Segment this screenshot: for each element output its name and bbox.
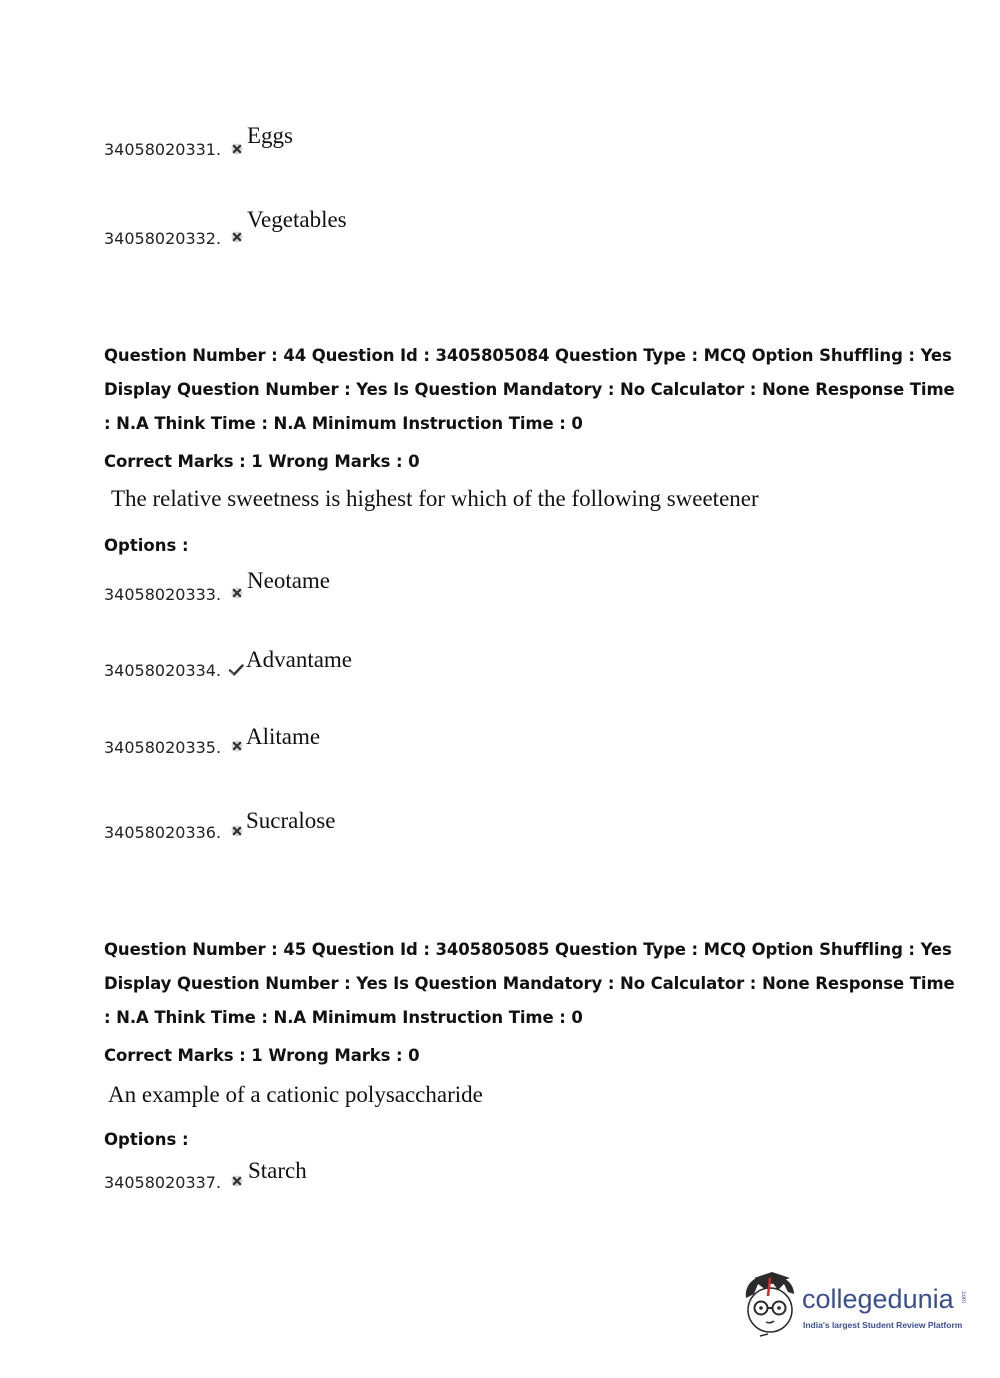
option-row (104, 585, 244, 604)
logo-tagline: India's largest Student Review Platform (803, 1320, 963, 1330)
question-text: An example of a cationic polysaccharide (108, 1082, 483, 1107)
marks-line: Correct Marks : 1 Wrong Marks : 0 (104, 452, 420, 471)
question-meta-line3: : N.A Think Time : N.A Minimum Instruction Time : 0 (104, 1008, 583, 1027)
logo-com-suffix: .com (960, 1290, 966, 1304)
option-id: 34058020334. (104, 661, 222, 680)
cross-icon (230, 824, 244, 838)
logo-wordmark: collegedunia (802, 1284, 954, 1314)
option-text: Neotame (247, 568, 331, 593)
options-label: Options : (104, 536, 189, 555)
option-id: 34058020337. (104, 1173, 222, 1192)
cross-icon (230, 1174, 244, 1188)
check-icon (228, 663, 244, 677)
cross-icon (230, 586, 244, 600)
option-text: Starch (248, 1158, 307, 1183)
option-id: 34058020333. (104, 585, 222, 604)
marks-line: Correct Marks : 1 Wrong Marks : 0 (104, 1046, 420, 1065)
options-label: Options : (104, 1130, 189, 1149)
option-row (104, 738, 244, 757)
question-meta-line2: Display Question Number : Yes Is Question Mandatory : No Calculator : None Response Time (104, 380, 955, 399)
cross-icon (230, 142, 244, 156)
option-text: Sucralose (246, 808, 336, 833)
option-text: Alitame (246, 724, 321, 749)
mascot-icon (738, 1270, 802, 1340)
option-row (104, 661, 244, 680)
option-id: 34058020336. (104, 823, 222, 842)
question-meta-line2: Display Question Number : Yes Is Question Mandatory : No Calculator : None Response Time (104, 974, 955, 993)
option-row (104, 229, 244, 248)
option-id: 34058020332. (104, 229, 222, 248)
option-id: 34058020331. (104, 140, 222, 159)
question-meta-line1: Question Number : 45 Question Id : 3405805085 Question Type : MCQ Option Shuffling : Yes (104, 940, 952, 959)
option-row (104, 1173, 244, 1192)
option-id: 34058020335. (104, 738, 222, 757)
option-row (104, 140, 244, 159)
collegedunia-logo (738, 1270, 978, 1340)
question-text: The relative sweetness is highest for which of the following sweetener (111, 486, 759, 511)
option-text: Vegetables (247, 207, 347, 232)
option-text: Advantame (246, 647, 353, 672)
cross-icon (230, 230, 244, 244)
question-meta-line1: Question Number : 44 Question Id : 3405805084 Question Type : MCQ Option Shuffling : Yes (104, 346, 952, 365)
option-text: Eggs (247, 123, 293, 148)
question-meta-line3: : N.A Think Time : N.A Minimum Instruction Time : 0 (104, 414, 583, 433)
option-row (104, 823, 244, 842)
cross-icon (230, 739, 244, 753)
